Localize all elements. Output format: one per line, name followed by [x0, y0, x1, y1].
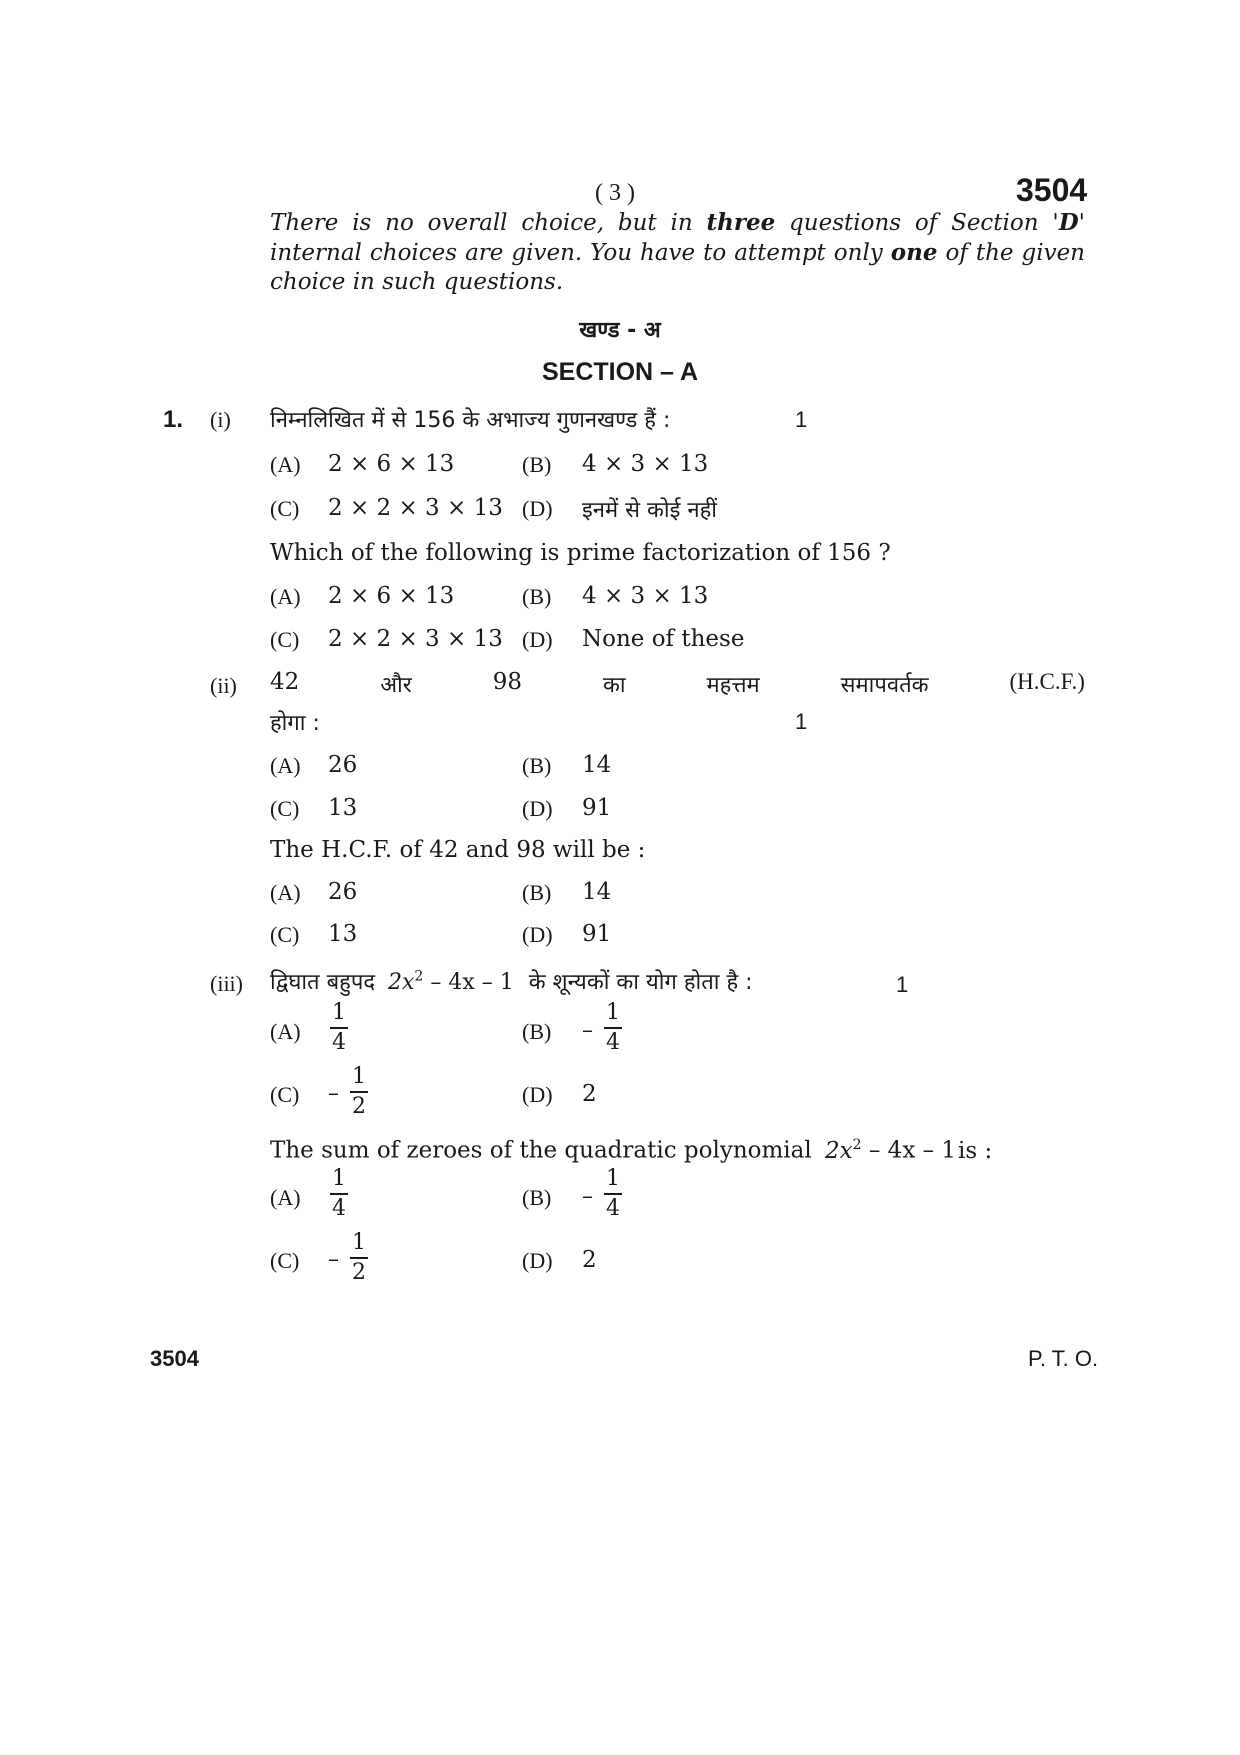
fraction-denominator: 4 — [332, 1029, 346, 1055]
option-label: (B) — [522, 753, 552, 778]
polynomial-rest: – 4x – 1 — [861, 1137, 957, 1164]
paper-code-footer: 3504 — [150, 1346, 199, 1371]
option-label: (D) — [522, 496, 553, 521]
option-label: (B) — [522, 452, 552, 477]
fraction-numerator: 1 — [606, 1000, 620, 1025]
option-label: (B) — [522, 880, 552, 905]
polynomial-term: 2x — [825, 1137, 853, 1164]
question-stem-english: The H.C.F. of 42 and 98 will be : — [270, 837, 646, 863]
stem-word: समापवर्तक — [840, 673, 929, 698]
fraction-denominator: 2 — [352, 1093, 366, 1119]
minus-sign: – — [328, 1247, 339, 1272]
option-label: (A) — [270, 452, 301, 477]
marks: 1 — [896, 972, 909, 997]
page-number: ( 3 ) — [595, 180, 635, 206]
stem-text: के शून्यकों का योग होता है : — [528, 970, 753, 995]
stem-text: The sum of zeroes of the quadratic polynomial — [270, 1137, 812, 1164]
subquestion-label: (ii) — [210, 673, 237, 698]
fraction — [330, 1001, 348, 1055]
option-label: (A) — [270, 584, 301, 609]
stem-word: 98 — [492, 669, 522, 695]
fraction — [604, 1167, 622, 1221]
option-text: 26 — [328, 752, 358, 778]
question-stem-hindi-end: होगा : — [270, 711, 320, 736]
fraction-bar — [604, 1193, 622, 1195]
option-label: (D) — [522, 796, 553, 821]
polynomial-exponent: 2 — [414, 968, 424, 985]
subquestion-label: (iii) — [210, 971, 243, 996]
fraction-denominator: 4 — [332, 1195, 346, 1221]
option-label: (A) — [270, 1019, 301, 1044]
fraction-bar — [330, 1193, 348, 1195]
polynomial-term: 2x — [388, 970, 415, 995]
question-stem-english: Which of the following is prime factorization of 156 ? — [270, 540, 891, 566]
fraction-numerator: 1 — [352, 1064, 366, 1089]
option-label: (C) — [270, 1248, 300, 1273]
stem-text: द्विघात बहुपद — [270, 970, 376, 995]
minus-sign: – — [582, 1018, 593, 1043]
option-label: (A) — [270, 880, 301, 905]
please-turn-over: P. T. O. — [1028, 1346, 1099, 1371]
stem-word: 42 — [270, 669, 300, 695]
question-number: 1. — [163, 406, 184, 433]
option-label: (C) — [270, 496, 300, 521]
option-label: (D) — [522, 1248, 553, 1273]
fraction-bar — [330, 1027, 348, 1029]
option-text: 14 — [582, 752, 612, 778]
instruction-text: There is no overall choice, but in — [270, 210, 707, 236]
question-stem-hindi — [270, 966, 753, 996]
stem-word: का — [602, 673, 626, 698]
option-text: 91 — [582, 795, 612, 821]
fraction-bar — [350, 1257, 368, 1259]
option-text: 4 × 3 × 13 — [582, 451, 709, 477]
fraction — [330, 1167, 348, 1221]
option-label: (A) — [270, 753, 301, 778]
instruction-emphasis: one — [890, 239, 938, 266]
option-text: इनमें से कोई नहीं — [582, 498, 718, 523]
polynomial-rest: – 4x – 1 — [423, 970, 514, 995]
option-text: 2 × 2 × 3 × 13 — [328, 626, 503, 652]
minus-sign: – — [582, 1184, 593, 1209]
instruction-emphasis: three — [706, 209, 776, 236]
stem-word: महत्तम — [706, 673, 760, 698]
option-label: (C) — [270, 922, 300, 947]
fraction — [604, 1001, 622, 1055]
fraction — [350, 1231, 368, 1285]
question-stem-hindi — [270, 669, 1085, 699]
option-label: (C) — [270, 627, 300, 652]
instruction-text: questions of Section ' — [775, 210, 1059, 236]
option-text: 4 × 3 × 13 — [582, 583, 709, 609]
fraction-numerator: 1 — [332, 1166, 346, 1191]
option-text: 2 — [582, 1081, 597, 1107]
option-text: 2 × 2 × 3 × 13 — [328, 495, 503, 521]
option-text: 91 — [582, 921, 612, 947]
instruction-text: of the given choice in such questions. — [270, 240, 1085, 295]
option-label: (D) — [522, 627, 553, 652]
question-stem-hindi: निम्नलिखित में से 156 के अभाज्य गुणनखण्ड हैं : — [270, 408, 671, 433]
fraction-bar — [350, 1091, 368, 1093]
option-label: (B) — [522, 1185, 552, 1210]
fraction-numerator: 1 — [352, 1230, 366, 1255]
stem-word: (H.C.F.) — [1009, 669, 1085, 694]
option-text: 26 — [328, 879, 358, 905]
option-label: (C) — [270, 1082, 300, 1107]
option-label: (B) — [522, 584, 552, 609]
question-stem-english — [270, 1137, 992, 1164]
option-text: None of these — [582, 626, 745, 652]
instruction-paragraph — [270, 208, 1085, 297]
fraction-denominator: 2 — [352, 1259, 366, 1285]
subquestion-label: (i) — [210, 407, 231, 432]
option-label: (A) — [270, 1185, 301, 1210]
option-label: (D) — [522, 922, 553, 947]
stem-text: is : — [958, 1137, 993, 1164]
option-text: 2 — [582, 1247, 597, 1273]
option-label: (B) — [522, 1019, 552, 1044]
option-label: (D) — [522, 1082, 553, 1107]
option-text: 14 — [582, 879, 612, 905]
minus-sign: – — [328, 1081, 339, 1106]
instruction-text: ' internal choices are given. You have to attempt only — [270, 210, 1085, 266]
fraction-numerator: 1 — [332, 1000, 346, 1025]
option-text: 2 × 6 × 13 — [328, 583, 455, 609]
fraction-bar — [604, 1027, 622, 1029]
polynomial-exponent: 2 — [852, 1137, 862, 1153]
fraction-numerator: 1 — [606, 1166, 620, 1191]
stem-word: और — [380, 673, 412, 698]
marks: 1 — [795, 709, 808, 734]
fraction — [350, 1065, 368, 1119]
section-title-english: SECTION – A — [541, 358, 699, 386]
paper-code-header: 3504 — [1016, 172, 1088, 208]
fraction-denominator: 4 — [606, 1195, 620, 1221]
option-label: (C) — [270, 796, 300, 821]
option-text: 13 — [328, 795, 358, 821]
fraction-denominator: 4 — [606, 1029, 620, 1055]
marks: 1 — [795, 407, 808, 432]
option-text: 13 — [328, 921, 358, 947]
section-title-hindi: खण्ड - अ — [579, 318, 661, 343]
instruction-emphasis: D — [1058, 209, 1079, 236]
option-text: 2 × 6 × 13 — [328, 451, 455, 477]
